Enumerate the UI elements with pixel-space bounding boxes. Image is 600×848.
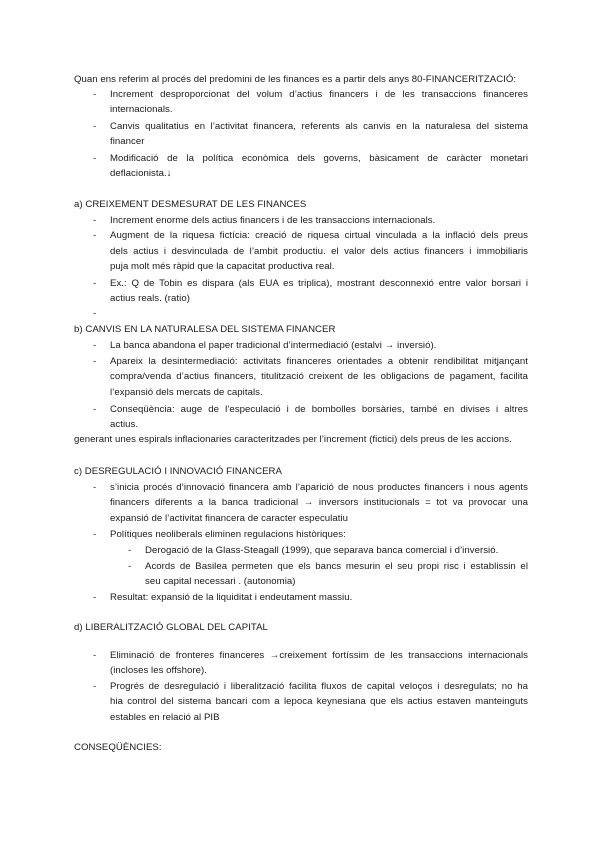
section-a-heading: a) CREIXEMENT DESMESURAT DE LES FINANCES (74, 199, 307, 210)
consequences-heading: CONSEQÜÈNCIES: (74, 742, 162, 753)
section-c-sub-bullet-2-line-2: seu capital necessari . (autonomia) (145, 576, 296, 587)
section-b-bullet-1: La banca abandona el paper tradicional d’intermediació (estalvi → inversió). (110, 340, 437, 351)
sub-bullet-dash: - (128, 561, 132, 572)
section-a-bullet-3-line-2: actius reals. (ratio) (110, 293, 190, 304)
section-c-bullet-1-line-2: financers diferents a la banca tradicional → inversors institucionals = tot va provocar una (110, 497, 528, 508)
section-b-bullet-2-line-3: l’expansió dels mercats de capitals. (110, 387, 263, 398)
intro-bullet-2-line-1: Canvis qualitatius en l’activitat financera, referents als canvis en la naturalesa del sistema (110, 121, 528, 132)
intro-bullet-3-line-2: deflacionista.↓ (110, 168, 172, 179)
section-c-sub-bullet-1: Derogació de la Glass-Steagall (1999), que separava banca comercial i d’inversió. (145, 545, 499, 556)
bullet-dash: - (93, 215, 97, 226)
section-a-bullet-2-line-1: Augment de la riquesa fictícia: creació de riquesa cirtual vinculada a la inflació dels preus (110, 230, 528, 241)
section-d-bullet-2-line-1: Progrés de desregulació i liberalització facilita fluxos de capital veloços i desregulats; no ha (110, 681, 528, 692)
sub-bullet-dash: - (128, 545, 132, 556)
bullet-dash: - (93, 121, 97, 132)
section-c-heading: c) DESREGULACIÓ I INNOVACIÓ FINANCERA (74, 466, 282, 477)
section-b-bullet-2-line-1: Apareix la desintermediació: activitats financeres orientades a obtenir rendibilitat mitjançant (110, 356, 528, 367)
section-b-bullet-2-line-2: compra/venda d’actius financers, titulització creixent de les obligacions de pagament, facilita (110, 371, 528, 382)
section-a-bullet-3-line-1: Ex.: Q de Tobin es dispara (als EUA es triplica), mostrant desconnexió entre valor borsari i (110, 278, 528, 289)
section-c-sub-bullet-2-line-1: Acords de Basilea permeten que els bancs mesurin el seu propi risc i establissin el (145, 561, 528, 572)
section-c-result: Resultat: expansió de la liquiditat i endeutament massiu. (110, 592, 353, 603)
bullet-dash: - (93, 592, 97, 603)
section-d-bullet-2-line-3: estables en relació al PIB (110, 712, 220, 723)
section-c-bullet-2: Polítiques neoliberals eliminen regulacions històriques: (110, 529, 346, 540)
section-b-heading: b) CANVIS EN LA NATURALESA DEL SISTEMA FINANCER (74, 324, 336, 335)
bullet-dash: - (93, 153, 97, 164)
section-d-bullet-2-line-2: hia control del sistema bancari com a lepoca keynesiana que els actius estaven manteinguts (110, 696, 528, 707)
bullet-dash: - (93, 340, 97, 351)
section-d-heading: d) LIBERALITZACIÓ GLOBAL DEL CAPITAL (74, 622, 268, 633)
section-a-bullet-2-line-3: puja molt més ràpid que la capacitat productiva real. (110, 261, 335, 272)
intro-bullet-1-line-2: internacionals. (110, 104, 173, 115)
intro-bullet-1-line-1: Increment desproporcionat del volum d’actius financers i de les transaccions financeres (110, 89, 528, 100)
section-c-bullet-1-line-3: expansió de l’activitat financera de caracter especulatiu (110, 513, 349, 524)
bullet-dash: - (93, 278, 97, 289)
bullet-dash: - (93, 650, 97, 661)
section-c-bullet-1-line-1: s’inicia procés d’innovació financera amb l’aparició de nous productes financers i nous agents (110, 482, 528, 493)
bullet-dash: - (93, 230, 97, 241)
bullet-dash: - (93, 529, 97, 540)
intro-text: Quan ens referim al procés del predomini de les finances es a partir dels anys 80-FINANCERITZACIÓ: (74, 74, 517, 85)
section-b-bullet-3-line-1: Conseqüència: auge de l’especulació i de bombolles borsàries, també en divises i altres (110, 404, 528, 415)
section-a-bullet-1: Increment enorme dels actius financers i de les transaccions internacionals. (110, 215, 436, 226)
intro-bullet-3-line-1: Modificació de la política econòmica dels governs, bàsicament de caràcter monetari (110, 153, 528, 164)
section-d-bullet-1-line-1: Eliminació de fronteres financeres →creixement fortíssim de les transaccions internacionals (110, 650, 528, 661)
bullet-dash: - (93, 356, 97, 367)
bullet-dash: - (93, 681, 97, 692)
intro-bullet-2-line-2: financer (110, 136, 145, 147)
bullet-dash: - (93, 404, 97, 415)
section-d-bullet-1-line-2: (incloses les offshore). (110, 665, 208, 676)
bullet-dash: - (93, 482, 97, 493)
section-a-bullet-2-line-2: dels actius i desvinculada de l’ambit productiu. el valor dels actius financers i immobiliaris (110, 246, 528, 257)
section-b-after-text: generant unes espirals inflacionaries caracteritzades per l’increment (fictici) dels preus de les accions. (74, 434, 512, 445)
bullet-dash: - (93, 89, 97, 100)
section-b-bullet-3-line-2: actius. (110, 419, 139, 430)
bullet-dash: - (93, 308, 97, 319)
